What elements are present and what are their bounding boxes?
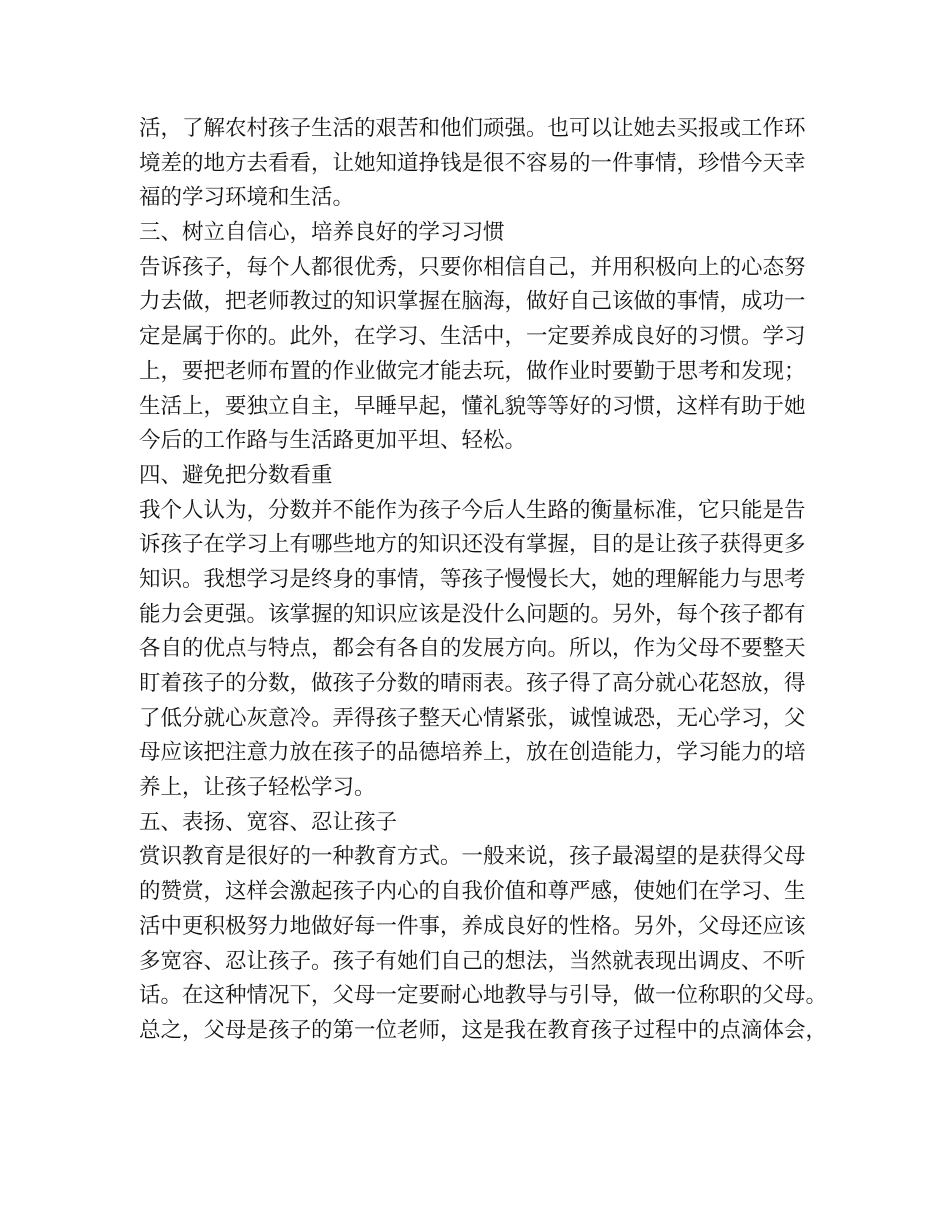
document-body (139, 112, 829, 1049)
paragraph-line: 活中更积极努力地做好每一件事，养成良好的性格。另外，父母还应该 (139, 913, 806, 939)
section-heading: 五、表扬、宽容、忍让孩子 (139, 809, 398, 835)
paragraph-line: 诉孩子在学习上有哪些地方的知识还没有掌握，目的是让孩子获得更多 (139, 532, 806, 558)
paragraph-line: 多宽容、忍让孩子。孩子有她们自己的想法，当然就表现出调皮、不听 (139, 948, 806, 974)
paragraph-line: 定是属于你的。此外，在学习、生活中，一定要养成良好的习惯。学习 (139, 324, 806, 350)
paragraph-line: 养上，让孩子轻松学习。 (139, 775, 376, 801)
paragraph-line: 各自的优点与特点，都会有各自的发展方向。所以，作为父母不要整天 (139, 636, 806, 662)
paragraph-line: 活，了解农村孩子生活的艰苦和他们顽强。也可以让她去买报或工作环 (139, 116, 806, 141)
paragraph-line: 能力会更强。该掌握的知识应该是没什么问题的。另外，每个孩子都有 (139, 601, 806, 627)
paragraph-line: 总之，父母是孩子的第一位老师，这是我在教育孩子过程中的点滴体会， (139, 1017, 828, 1043)
section-heading: 三、树立自信心，培养良好的学习习惯 (139, 220, 505, 246)
paragraph-line: 话。在这种情况下，父母一定要耐心地教导与引导，做一位称职的父母。 (139, 983, 828, 1009)
paragraph-line: 我个人认为，分数并不能作为孩子今后人生路的衡量标准，它只能是告 (139, 497, 806, 523)
section-heading: 四、避免把分数看重 (139, 462, 333, 488)
paragraph-line: 境差的地方去看看，让她知道挣钱是很不容易的一件事情，珍惜今天幸 (139, 150, 806, 176)
paragraph-line: 生活上，要独立自主，早睡早起，懂礼貌等等好的习惯，这样有助于她 (139, 393, 806, 419)
paragraph-line: 了低分就心灰意冷。弄得孩子整天心情紧张，诚惶诚恐，无心学习，父 (139, 705, 806, 731)
paragraph-line: 上，要把老师布置的作业做完才能去玩，做作业时要勤于思考和发现； (139, 358, 806, 384)
paragraph-line: 的赞赏，这样会激起孩子内心的自我价值和尊严感，使她们在学习、生 (139, 879, 806, 905)
paragraph-line: 母应该把注意力放在孩子的品德培养上，放在创造能力，学习能力的培 (139, 740, 806, 766)
paragraph-line: 盯着孩子的分数，做孩子分数的晴雨表。孩子得了高分就心花怒放，得 (139, 671, 806, 696)
paragraph-line: 告诉孩子，每个人都很优秀，只要你相信自己，并用积极向上的心态努 (139, 254, 806, 280)
paragraph-line: 福的学习环境和生活。 (139, 185, 355, 211)
paragraph-line: 今后的工作路与生活路更加平坦、轻松。 (139, 428, 527, 454)
paragraph-line: 赏识教育是很好的一种教育方式。一般来说，孩子最渴望的是获得父母 (139, 844, 806, 870)
paragraph-line: 知识。我想学习是终身的事情，等孩子慢慢长大，她的理解能力与思考 (139, 566, 806, 592)
paragraph-line: 力去做，把老师教过的知识掌握在脑海，做好自己该做的事情，成功一 (139, 289, 806, 315)
